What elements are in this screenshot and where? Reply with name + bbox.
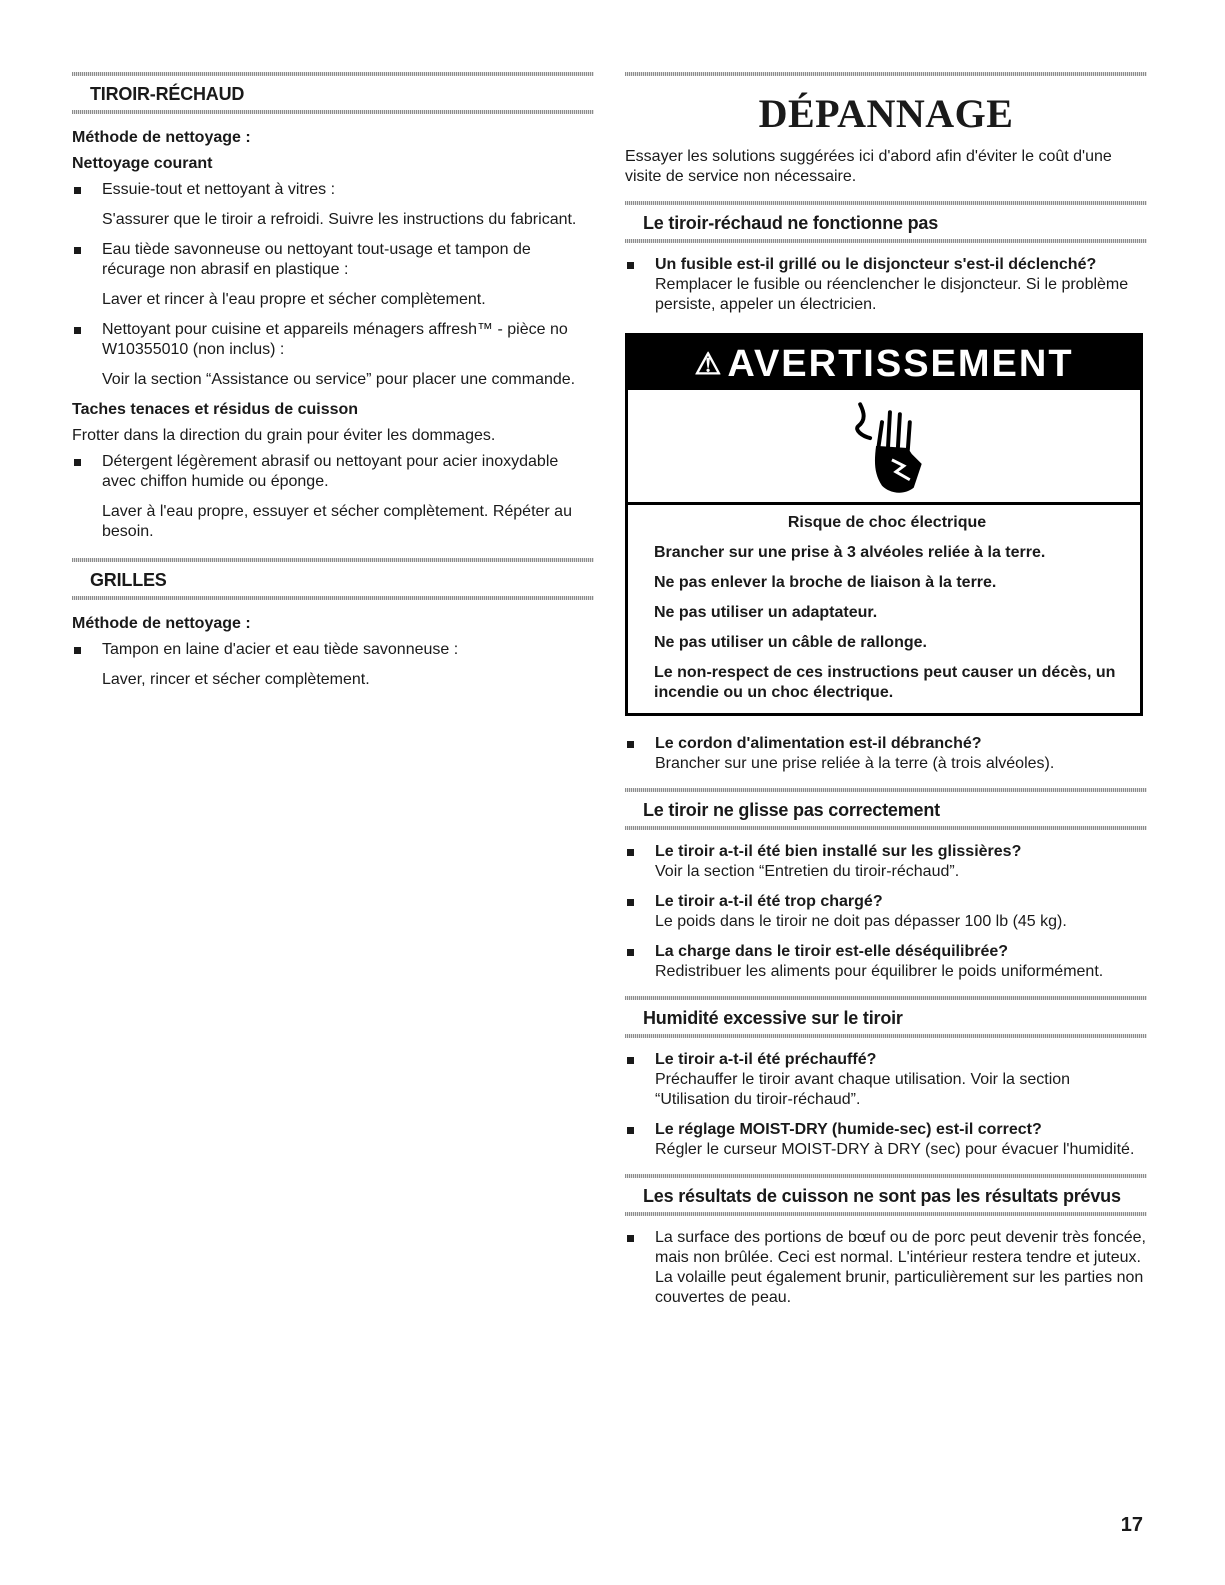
warning-body bbox=[628, 505, 1140, 713]
electric-shock-hand-icon bbox=[628, 390, 1140, 505]
question: Un fusible est-il grillé ou le disjoncteur s'est-il déclenché? bbox=[655, 256, 1097, 273]
question: Le tiroir a-t-il été trop chargé? bbox=[655, 893, 883, 910]
list-item bbox=[625, 942, 1147, 982]
divider bbox=[625, 239, 1147, 243]
regular-cleaning-list bbox=[72, 320, 594, 360]
question: Le réglage MOIST-DRY (humide-sec) est-il correct? bbox=[655, 1121, 1042, 1138]
regular-cleaning-label: Nettoyage courant bbox=[72, 155, 213, 172]
divider bbox=[72, 110, 594, 114]
warning-header-text: AVERTISSEMENT bbox=[727, 343, 1074, 385]
warning-triangle-icon: ⚠ bbox=[694, 348, 724, 381]
question: Le tiroir a-t-il été bien installé sur les glissières? bbox=[655, 843, 1022, 860]
regular-cleaning-list bbox=[72, 240, 594, 280]
warning-line: Ne pas utiliser un adaptateur. bbox=[654, 604, 878, 621]
warning-line: Risque de choc électrique bbox=[787, 514, 987, 531]
stubborn-stains-label: Taches tenaces et résidus de cuisson bbox=[72, 401, 359, 418]
divider bbox=[625, 1212, 1147, 1216]
question: Le cordon d'alimentation est-il débranché? bbox=[655, 735, 982, 752]
divider bbox=[625, 826, 1147, 830]
answer: Préchauffer le tiroir avant chaque utilisation. Voir la section “Utilisation du tiroir-réchaud”. bbox=[655, 1071, 1071, 1108]
stubborn-stains-list bbox=[72, 452, 594, 492]
troubleshoot-list bbox=[625, 734, 1147, 774]
warning-line: Brancher sur une prise à 3 alvéoles reliée à la terre. bbox=[654, 544, 1046, 561]
warning-header bbox=[628, 336, 1140, 390]
list-item bbox=[625, 892, 1147, 932]
section-title-drawer-slide: Le tiroir ne glisse pas correctement bbox=[643, 800, 940, 820]
warning-box bbox=[625, 333, 1143, 716]
regular-cleaning-list bbox=[72, 180, 594, 200]
list-item-detail: Laver et rincer à l'eau propre et sécher complètement. bbox=[102, 291, 486, 308]
list-item-detail: Laver, rincer et sécher complètement. bbox=[102, 671, 370, 688]
answer: Brancher sur une prise reliée à la terre (à trois alvéoles). bbox=[655, 755, 1055, 772]
list-item: Nettoyant pour cuisine et appareils ménagers affresh™ - pièce no W10355010 (non inclus) : bbox=[72, 320, 594, 360]
divider bbox=[625, 1034, 1147, 1038]
section-title-not-working: Le tiroir-réchaud ne fonctionne pas bbox=[643, 213, 939, 233]
list-item bbox=[625, 1050, 1147, 1110]
answer: Régler le curseur MOIST-DRY à DRY (sec) pour évacuer l'humidité. bbox=[655, 1141, 1135, 1158]
list-item-detail: S'assurer que le tiroir a refroidi. Suivre les instructions du fabricant. bbox=[102, 211, 577, 228]
list-item: Détergent légèrement abrasif ou nettoyant pour acier inoxydable avec chiffon humide ou éponge. bbox=[72, 452, 594, 492]
warning-line: Le non-respect de ces instructions peut causer un décès, un incendie ou un choc électrique. bbox=[654, 664, 1116, 701]
list-item: Eau tiède savonneuse ou nettoyant tout-usage et tampon de récurage non abrasif en plastique : bbox=[72, 240, 594, 280]
list-item bbox=[625, 255, 1147, 315]
troubleshoot-list bbox=[625, 1050, 1147, 1160]
warning-line: Ne pas enlever la broche de liaison à la terre. bbox=[654, 574, 997, 591]
list-item: Tampon en laine d'acier et eau tiède savonneuse : bbox=[72, 640, 594, 660]
cleaning-method-label: Méthode de nettoyage : bbox=[72, 615, 251, 632]
divider bbox=[72, 596, 594, 600]
list-item bbox=[625, 1120, 1147, 1160]
left-column bbox=[72, 0, 594, 690]
grilles-list bbox=[72, 640, 594, 660]
section-title-grilles: GRILLES bbox=[90, 570, 167, 590]
list-item-detail: Laver à l'eau propre, essuyer et sécher complètement. Répéter au besoin. bbox=[102, 503, 572, 540]
troubleshoot-list bbox=[625, 255, 1147, 315]
cleaning-method-label: Méthode de nettoyage : bbox=[72, 129, 251, 146]
question: Le tiroir a-t-il été préchauffé? bbox=[655, 1051, 877, 1068]
answer: Remplacer le fusible ou réenclencher le disjoncteur. Si le problème persiste, appeler un électricien. bbox=[655, 276, 1129, 313]
troubleshoot-list bbox=[625, 842, 1147, 982]
answer: Le poids dans le tiroir ne doit pas dépasser 100 lb (45 kg). bbox=[655, 913, 1067, 930]
section-title-tiroir-rechaud: TIROIR-RÉCHAUD bbox=[90, 84, 245, 104]
page-title: DÉPANNAGE bbox=[758, 91, 1014, 136]
list-item bbox=[625, 734, 1147, 774]
list-item: La surface des portions de bœuf ou de porc peut devenir très foncée, mais non brûlée. Ceci est normal. L'intérieur restera tendre et juteux. La volaille peut également brunir, particulièrement sur les parties non couvertes de peau. bbox=[625, 1228, 1147, 1308]
question: La charge dans le tiroir est-elle déséquilibrée? bbox=[655, 943, 1009, 960]
stubborn-stains-note: Frotter dans la direction du grain pour éviter les dommages. bbox=[72, 427, 496, 444]
right-column bbox=[625, 0, 1147, 1308]
list-item: Essuie-tout et nettoyant à vitres : bbox=[72, 180, 594, 200]
troubleshoot-list bbox=[625, 1228, 1147, 1308]
divider bbox=[625, 72, 1147, 76]
list-item-detail: Voir la section “Assistance ou service” pour placer une commande. bbox=[102, 371, 576, 388]
answer: Voir la section “Entretien du tiroir-réchaud”. bbox=[655, 863, 960, 880]
intro-text: Essayer les solutions suggérées ici d'abord afin d'éviter le coût d'une visite de service non nécessaire. bbox=[625, 148, 1112, 185]
section-title-humidity: Humidité excessive sur le tiroir bbox=[643, 1008, 903, 1028]
section-title-cooking-results: Les résultats de cuisson ne sont pas les résultats prévus bbox=[643, 1186, 1121, 1206]
answer: Redistribuer les aliments pour équilibrer le poids uniformément. bbox=[655, 963, 1104, 980]
page-number: 17 bbox=[1120, 1514, 1143, 1536]
warning-line: Ne pas utiliser un câble de rallonge. bbox=[654, 634, 927, 651]
list-item bbox=[625, 842, 1147, 882]
